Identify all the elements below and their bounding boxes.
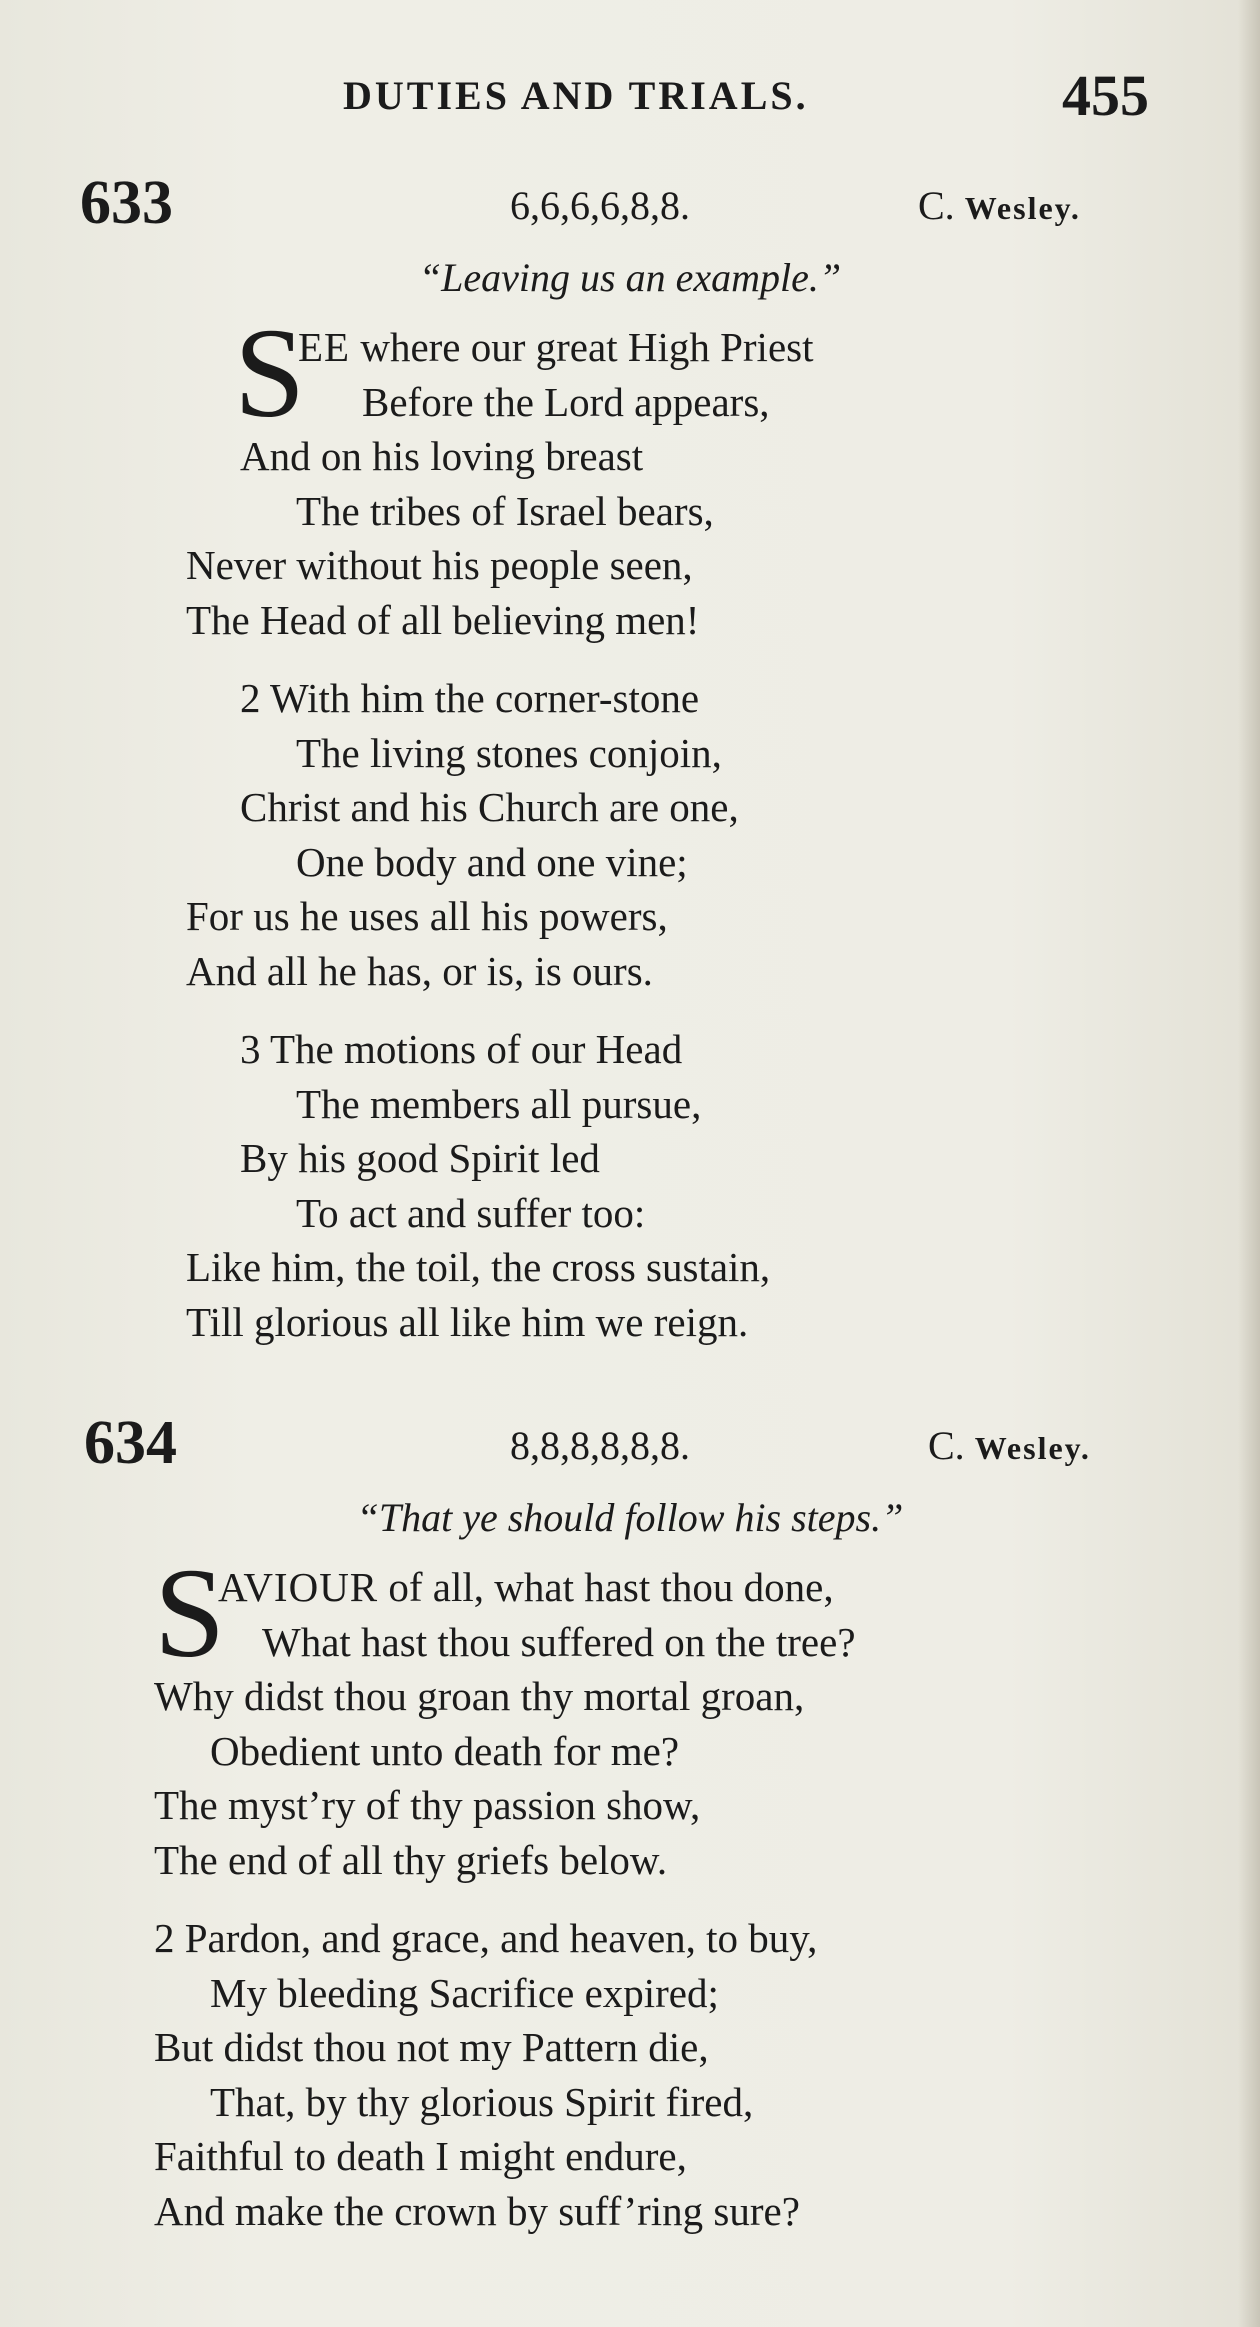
hymn-633 bbox=[0, 168, 1260, 1373]
author-initial: C. bbox=[918, 183, 955, 228]
verse-line: Why didst thou groan thy mortal groan, bbox=[154, 1673, 805, 1719]
first-word-caps: EE bbox=[298, 324, 351, 370]
verse-line: The Head of all believing men! bbox=[186, 596, 700, 643]
verse-line: Christ and his Church are one, bbox=[240, 784, 739, 830]
verse-line: Never without his people seen, bbox=[186, 542, 693, 588]
verse-line: The myst’ry of thy passion show, bbox=[154, 1782, 701, 1828]
verse-line: What hast thou suffered on the tree? bbox=[262, 1618, 856, 1665]
running-title: DUTIES AND TRIALS. bbox=[343, 73, 809, 118]
hymn-number: 633 bbox=[80, 169, 173, 237]
author-name: Wesley. bbox=[974, 1430, 1091, 1466]
verse-line: The living stones conjoin, bbox=[296, 729, 722, 776]
verse-line: Obedient unto death for me? bbox=[210, 1727, 680, 1774]
hymn-author bbox=[928, 1422, 1091, 1469]
stanza-1 bbox=[0, 302, 1260, 647]
drop-cap: S bbox=[234, 302, 306, 444]
verse-line: To act and suffer too: bbox=[296, 1189, 646, 1236]
verse-line: My bleeding Sacrifice expired; bbox=[210, 1969, 719, 2016]
verse-line: And on his loving breast bbox=[240, 433, 644, 479]
verse-line: That, by thy glorious Spirit fired, bbox=[210, 2078, 754, 2125]
hymn-heading bbox=[0, 168, 1260, 248]
drop-cap: S bbox=[154, 1542, 226, 1684]
verse-line: By his good Spirit led bbox=[240, 1135, 600, 1181]
page-header bbox=[0, 62, 1260, 132]
hymn-author bbox=[918, 182, 1081, 229]
page-number: 455 bbox=[1062, 63, 1149, 128]
verse-line: For us he uses all his powers, bbox=[186, 893, 668, 939]
verse-line: But didst thou not my Pattern die, bbox=[154, 2024, 709, 2070]
verse-line: And make the crown by suff’ring sure? bbox=[154, 2187, 800, 2234]
verse-line: Like him, the toil, the cross sustain, bbox=[186, 1244, 771, 1290]
verse-line: The tribes of Israel bears, bbox=[296, 487, 714, 534]
stanza-3 bbox=[0, 1022, 1260, 1349]
verse-line-text: where our great High Priest bbox=[360, 324, 814, 370]
stanza-2 bbox=[0, 1911, 1260, 2238]
verse-line: Before the Lord appears, bbox=[362, 378, 770, 425]
verse-line: 3 The motions of our Head bbox=[240, 1026, 683, 1072]
verse-line bbox=[0, 320, 1260, 375]
verse-line: The end of all thy griefs below. bbox=[154, 1836, 668, 1883]
verse-line: Till glorious all like him we reign. bbox=[186, 1298, 749, 1345]
verse-line: 2 With him the corner-stone bbox=[240, 675, 700, 721]
hymn-meter: 6,6,6,6,8,8. bbox=[510, 183, 690, 228]
stanza-1 bbox=[0, 1542, 1260, 1887]
author-name: Wesley. bbox=[964, 190, 1081, 226]
verse-line: One body and one vine; bbox=[296, 838, 688, 885]
hymn-number: 634 bbox=[84, 1409, 177, 1477]
hymn-heading bbox=[0, 1408, 1260, 1488]
verse-line-text: of all, what hast thou done, bbox=[388, 1564, 834, 1610]
stanza-2 bbox=[0, 671, 1260, 998]
verse-line: And all he has, or is, is ours. bbox=[186, 947, 653, 994]
verse-line: Faithful to death I might endure, bbox=[154, 2133, 687, 2179]
verse-line: The members all pursue, bbox=[296, 1080, 702, 1127]
hymn-epigraph: “Leaving us an example.” bbox=[418, 255, 842, 300]
hymn-634 bbox=[0, 1408, 1260, 2262]
author-initial: C. bbox=[928, 1423, 965, 1468]
first-word-caps: AVIOUR bbox=[218, 1564, 379, 1610]
hymn-meter: 8,8,8,8,8,8. bbox=[510, 1423, 690, 1468]
verse-line: 2 Pardon, and grace, and heaven, to buy, bbox=[154, 1915, 818, 1961]
hymn-epigraph: “That ye should follow his steps.” bbox=[356, 1495, 904, 1540]
